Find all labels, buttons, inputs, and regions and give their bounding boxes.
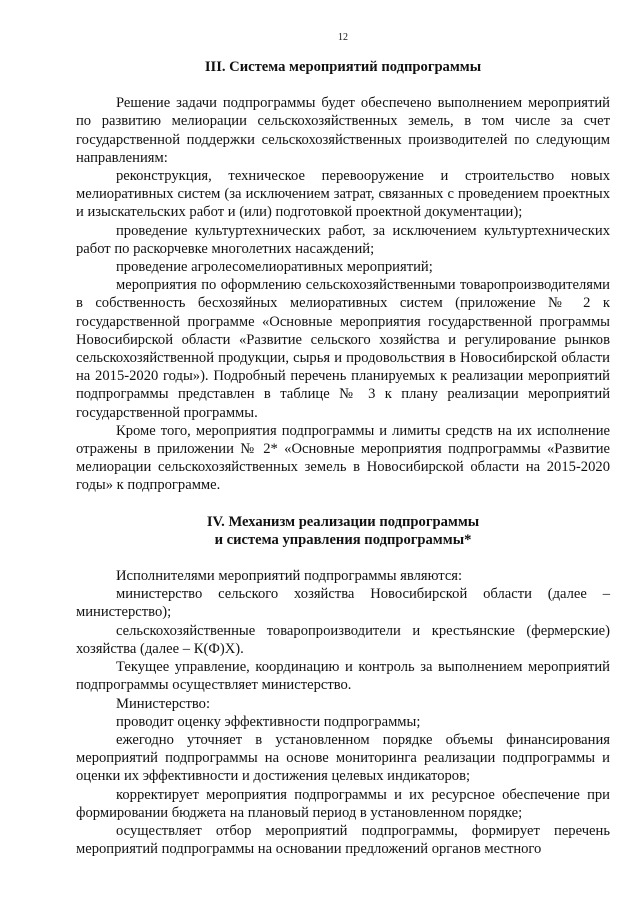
paragraph: Министерство: bbox=[116, 695, 211, 712]
paragraph: реконструкция, техническое перевооружение и строительство новых мелиоративных систем (за исключением затрат, связанных с проведением проектных и изыскательских работ и (или) подготовкой проектной документации); bbox=[76, 168, 610, 221]
paragraph: проведение культуртехнических работ, за исключением культуртехнических работ по раскорчевке многолетних насаждений; bbox=[76, 222, 610, 257]
section-4-body bbox=[76, 567, 610, 858]
paragraph: министерство сельского хозяйства Новосибирской области (далее – министерство); bbox=[76, 586, 610, 621]
section-3-body bbox=[76, 94, 610, 494]
paragraph: корректирует мероприятия подпрограммы и их ресурсное обеспечение при формировании бюджета на плановый период в установленном порядке; bbox=[76, 786, 610, 821]
section-4-title-line-1: IV. Механизм реализации подпрограммы bbox=[206, 513, 480, 530]
page-number: 12 bbox=[338, 32, 348, 43]
section-3-title: III. Система мероприятий подпрограммы bbox=[204, 59, 482, 75]
paragraph: сельскохозяйственные товаропроизводители и крестьянские (фермерские) хозяйства (далее – К(Ф)Х). bbox=[76, 622, 610, 657]
paragraph: осуществляет отбор мероприятий подпрограммы, формирует перечень мероприятий подпрограммы на основании предложений органов местного bbox=[76, 822, 610, 858]
paragraph: Кроме того, мероприятия подпрограммы и лимиты средств на их исполнение отражены в приложении № 2* «Основные мероприятия подпрограммы «Развитие мелиорации сельскохозяйственных земель в Новосибирской области на 2015-2020 годы» к подпрограмме. bbox=[76, 422, 610, 494]
paragraph: ежегодно уточняет в установленном порядке объемы финансирования мероприятий подпрограммы на основе мониторинга реализации подпрограммы и оценки их эффективности и достижения целевых индикаторов; bbox=[76, 731, 610, 785]
paragraph: Решение задачи подпрограммы будет обеспечено выполнением мероприятий по развитию мелиорации сельскохозяйственных земель, в том числе за счет государственной поддержки сельскохозяйственных производителей по следующим направлениям: bbox=[76, 95, 610, 166]
paragraph: Текущее управление, координацию и контроль за выполнением мероприятий подпрограммы осуществляет министерство. bbox=[76, 659, 610, 694]
section-4-title-line-2: и система управления подпрограммы* bbox=[214, 531, 472, 548]
document-page bbox=[76, 32, 610, 858]
paragraph: проводит оценку эффективности подпрограммы; bbox=[116, 713, 421, 730]
section-4-title bbox=[76, 513, 610, 549]
paragraph: мероприятия по оформлению сельскохозяйственными товаропроизводителями в собственность бесхозяйных мелиоративных систем (приложение № 2 к государственной программе «Основные мероприятия государственной программы Новосибирской области «Развитие сельского хозяйства и регулирование рынков сельскохозяйственной продукции, сырья и продовольствия в Новосибирской области на 2015-2020 годы»). Подробный перечень планируемых к реализации мероприятий подпрограммы представлен в таблице № 3 к плану реализации мероприятий государственной программы. bbox=[76, 277, 610, 421]
paragraph: проведение агролесомелиоративных мероприятий; bbox=[116, 259, 433, 276]
paragraph: Исполнителями мероприятий подпрограммы являются: bbox=[116, 568, 463, 585]
